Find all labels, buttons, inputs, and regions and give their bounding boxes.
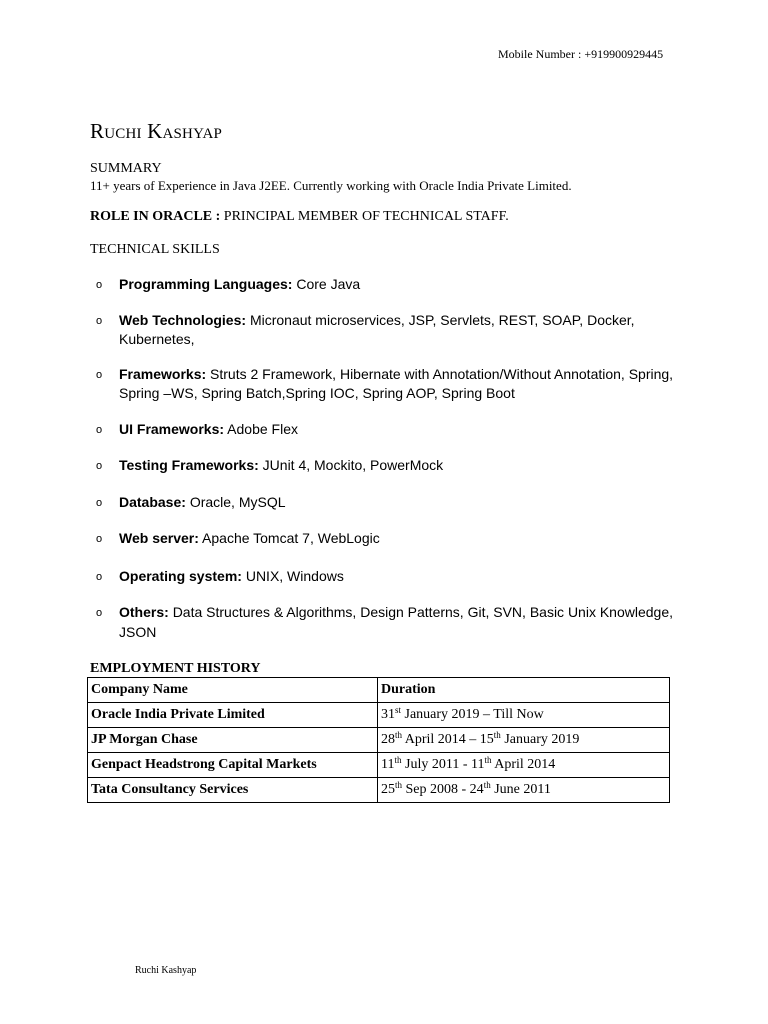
bullet-icon: o [96, 368, 103, 381]
company-cell: Tata Consultancy Services [88, 778, 378, 803]
duration-cell: 31st January 2019 – Till Now [378, 703, 670, 728]
company-cell: Oracle India Private Limited [88, 703, 378, 728]
skill-label: Web Technologies: [119, 311, 247, 328]
skill-item-testing-frameworks [90, 456, 680, 476]
duration-cell: 11th July 2011 - 11th April 2014 [378, 753, 670, 778]
skill-value: Struts 2 Framework, Hibernate with Annotation/Without Annotation, Spring, Spring –WS, Spring Batch,Spring IOC, Spring AOP, Spring Boot [119, 365, 674, 401]
column-header-company: Company Name [88, 678, 378, 703]
table-header-row [88, 678, 670, 703]
skill-item-database [90, 493, 680, 513]
bullet-icon: o [96, 460, 103, 472]
skill-value: Core Java [296, 276, 361, 292]
skill-value: Apache Tomcat 7, WebLogic [202, 530, 380, 546]
table-row [88, 728, 670, 753]
company-cell: JP Morgan Chase [88, 728, 378, 753]
skill-label: UI Frameworks: [119, 420, 225, 437]
skill-label: Web server: [119, 530, 199, 546]
table-row [88, 778, 670, 803]
bullet-icon: o [96, 533, 103, 545]
skill-label: Frameworks: [119, 365, 207, 382]
skill-item-web-technologies [90, 311, 680, 350]
bullet-icon: o [96, 607, 103, 619]
skill-item-programming-languages [90, 275, 680, 295]
role-label: ROLE IN ORACLE : [90, 209, 221, 224]
skill-value: JUnit 4, Mockito, PowerMock [262, 457, 444, 473]
table-row [88, 703, 670, 728]
technical-skills-heading: TECHNICAL SKILLS [90, 242, 220, 257]
role-value: PRINCIPAL MEMBER OF TECHNICAL STAFF. [223, 209, 509, 224]
technical-skills-list [90, 275, 680, 642]
employment-history-heading: EMPLOYMENT HISTORY [90, 661, 261, 676]
footer-name: Ruchi Kashyap [135, 965, 197, 976]
skill-item-web-server [90, 529, 680, 549]
bullet-icon: o [96, 314, 103, 327]
table-row [88, 753, 670, 778]
skill-label: Database: [119, 493, 186, 510]
skill-item-operating-system [90, 567, 680, 587]
skill-label: Others: [119, 604, 169, 620]
column-header-duration: Duration [378, 678, 670, 703]
bullet-icon: o [96, 423, 103, 436]
employment-history-table [87, 677, 670, 803]
skill-value: Adobe Flex [227, 420, 298, 437]
skill-label: Programming Languages: [119, 276, 293, 292]
skill-item-frameworks [90, 365, 680, 404]
skill-label: Operating system: [119, 567, 242, 584]
candidate-name: Ruchi Kashyap [90, 119, 223, 143]
company-cell: Genpact Headstrong Capital Markets [88, 753, 378, 778]
role-line [90, 209, 509, 225]
skill-value: UNIX, Windows [245, 567, 344, 584]
skill-value: Oracle, MySQL [189, 493, 286, 510]
summary-heading: SUMMARY [90, 161, 162, 176]
skill-value: Micronaut microservices, JSP, Servlets, REST, SOAP, Docker, Kubernetes, [119, 311, 635, 347]
duration-cell: 25th Sep 2008 - 24th June 2011 [378, 778, 670, 803]
duration-cell: 28th April 2014 – 15th January 2019 [378, 728, 670, 753]
skill-label: Testing Frameworks: [119, 457, 259, 473]
summary-text: 11+ years of Experience in Java J2EE. Currently working with Oracle India Private Limited. [90, 178, 572, 193]
bullet-icon: o [96, 279, 103, 291]
skill-value: Data Structures & Algorithms, Design Patterns, Git, SVN, Basic Unix Knowledge, JSON [119, 604, 674, 640]
skill-item-others [90, 603, 680, 642]
mobile-number: Mobile Number : +919900929445 [498, 47, 664, 61]
skill-item-ui-frameworks [90, 420, 680, 440]
bullet-icon: o [96, 570, 103, 583]
bullet-icon: o [96, 496, 103, 509]
